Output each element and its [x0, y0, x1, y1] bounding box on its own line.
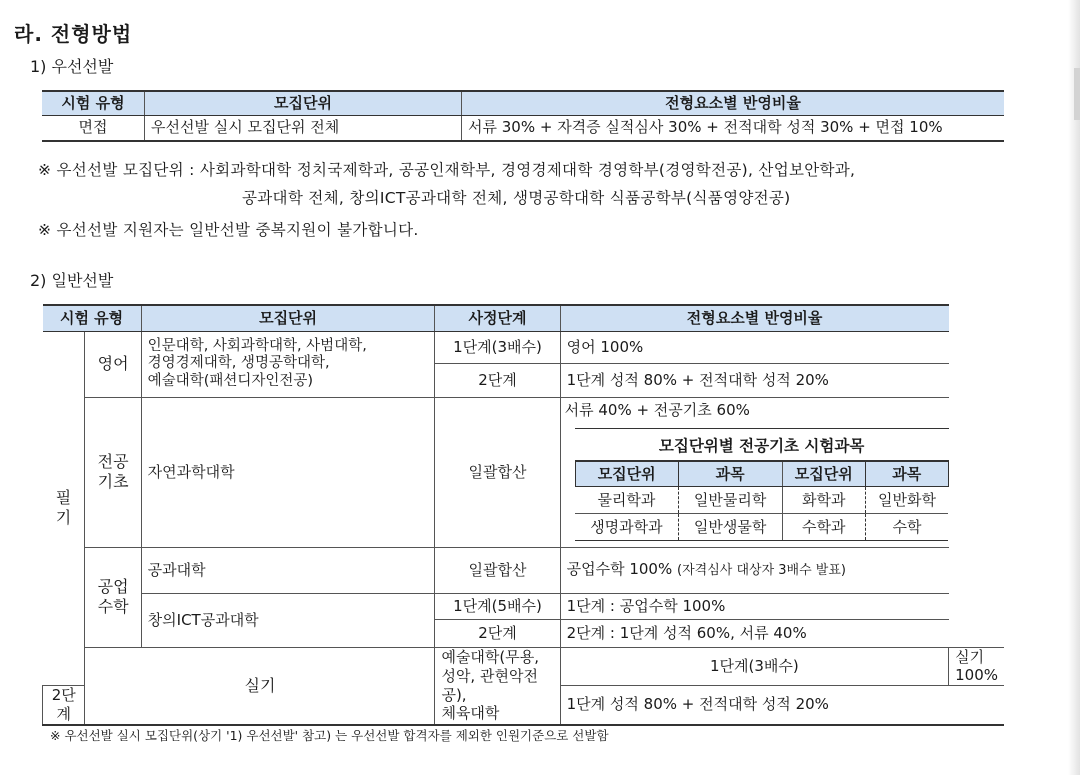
- priority-selection-table: [42, 90, 1004, 142]
- subject-cell: 물리학과: [575, 486, 678, 513]
- major-ratio-text: 서류 40% + 전공기초 60%: [564, 400, 750, 419]
- subject-header-unit-2: 모집단위: [782, 461, 865, 487]
- note-no-duplicate: ※ 우선선발 지원자는 일반선발 중복지원이 불가합니다.: [38, 221, 419, 239]
- subsection-title-priority: 1) 우선선발: [30, 57, 114, 76]
- subject-cell: 일반물리학: [678, 486, 782, 513]
- subject-cell: 일반생물학: [678, 513, 782, 540]
- footnote: ※ 우선선발 실시 모집단위(상기 '1) 우선선발' 참고) 는 우선선발 합격자를 제외한 인원기준으로 선발함: [50, 728, 609, 743]
- subject-table-title: 모집단위별 전공기초 시험과목: [575, 428, 949, 460]
- cell-interview: 면접: [42, 115, 145, 141]
- header-unit: 모집단위: [141, 305, 435, 331]
- subject-cell: 화학과: [782, 486, 865, 513]
- cell-ict-ratio2: 2단계 : 1단계 성적 60%, 서류 40%: [560, 619, 949, 647]
- cell-practical-units: 예술대학(무용, 성악, 관현악전공), 체육대학: [435, 647, 560, 725]
- subject-header-subject-2: 과목: [865, 461, 948, 487]
- subject-header-subject-1: 과목: [678, 461, 782, 487]
- header-exam-type: 시험 유형: [43, 305, 142, 331]
- header-exam-type: 시험 유형: [42, 91, 145, 115]
- cell-ict-college: 창의ICT공과대학: [141, 593, 435, 647]
- cell-major-basics: 전공 기초: [85, 397, 141, 547]
- engmath-ratio-main: 공업수학 100%: [566, 560, 673, 579]
- cell-english-ratio1: 영어 100%: [560, 331, 949, 363]
- cell-practical-ratio1: 실기 100%: [949, 647, 1004, 686]
- cell-english: 영어: [85, 331, 141, 397]
- header-unit: 모집단위: [145, 91, 462, 115]
- cell-all-units: 우선선발 실시 모집단위 전체: [145, 115, 462, 141]
- cell-stage2: 2단계: [435, 363, 560, 397]
- cell-engmath-ratio: [560, 547, 949, 593]
- cell-written-test: 필 기: [43, 331, 85, 686]
- cell-stage-combined: 일괄합산: [435, 547, 560, 593]
- general-selection-table: [42, 304, 1004, 726]
- subject-cell: 수학과: [782, 513, 865, 540]
- cell-stage2: 2단계: [435, 619, 560, 647]
- subject-header-unit-1: 모집단위: [575, 461, 678, 487]
- subject-cell: 일반화학: [865, 486, 948, 513]
- cell-natural-science: 자연과학대학: [141, 397, 435, 547]
- subject-cell: 수학: [865, 513, 948, 540]
- note-priority-units: ※ 우선선발 모집단위 : 사회과학대학 정치국제학과, 공공인재학부, 경영경제대학 경영학부(경영학전공), 산업보안학과,: [38, 161, 856, 179]
- cell-stage1: 1단계(3배수): [435, 331, 560, 363]
- subject-table: [575, 460, 949, 541]
- subsection-title-general: 2) 일반선발: [30, 271, 114, 290]
- section-heading: 라. 전형방법: [14, 22, 133, 46]
- cell-ratio: 서류 30% + 자격증 실적심사 30% + 전적대학 성적 30% + 면접 10%: [462, 115, 1005, 141]
- cell-stage1: 1단계(5배수): [435, 593, 560, 619]
- engmath-ratio-note: (자격심사 대상자 3배수 발표): [677, 563, 846, 579]
- cell-practical-ratio2: 1단계 성적 80% + 전적대학 성적 20%: [560, 686, 949, 725]
- cell-ict-ratio1: 1단계 : 공업수학 100%: [560, 593, 949, 619]
- cell-english-units: 인문대학, 사회과학대학, 사범대학, 경영경제대학, 생명공학대학, 예술대학(패션디자인전공): [141, 331, 435, 397]
- header-ratio: 전형요소별 반영비율: [560, 305, 949, 331]
- note-priority-units-cont: 공과대학 전체, 창의ICT공과대학 전체, 생명공학대학 식품공학부(식품영양전공): [242, 189, 791, 207]
- subject-cell: 생명과학과: [575, 513, 678, 540]
- header-stage: 사정단계: [435, 305, 560, 331]
- cell-engineering-college: 공과대학: [141, 547, 435, 593]
- cell-engineering-math: 공업 수학: [85, 547, 141, 647]
- cell-stage1: 1단계(3배수): [560, 647, 949, 686]
- cell-stage2: 2단계: [43, 686, 85, 725]
- cell-major-ratio: [560, 397, 949, 547]
- cell-english-ratio2: 1단계 성적 80% + 전적대학 성적 20%: [560, 363, 949, 397]
- header-ratio: 전형요소별 반영비율: [462, 91, 1005, 115]
- cell-practical: 실기: [85, 647, 435, 725]
- scroll-indicator[interactable]: [1074, 68, 1080, 120]
- cell-stage-combined: 일괄합산: [435, 397, 560, 547]
